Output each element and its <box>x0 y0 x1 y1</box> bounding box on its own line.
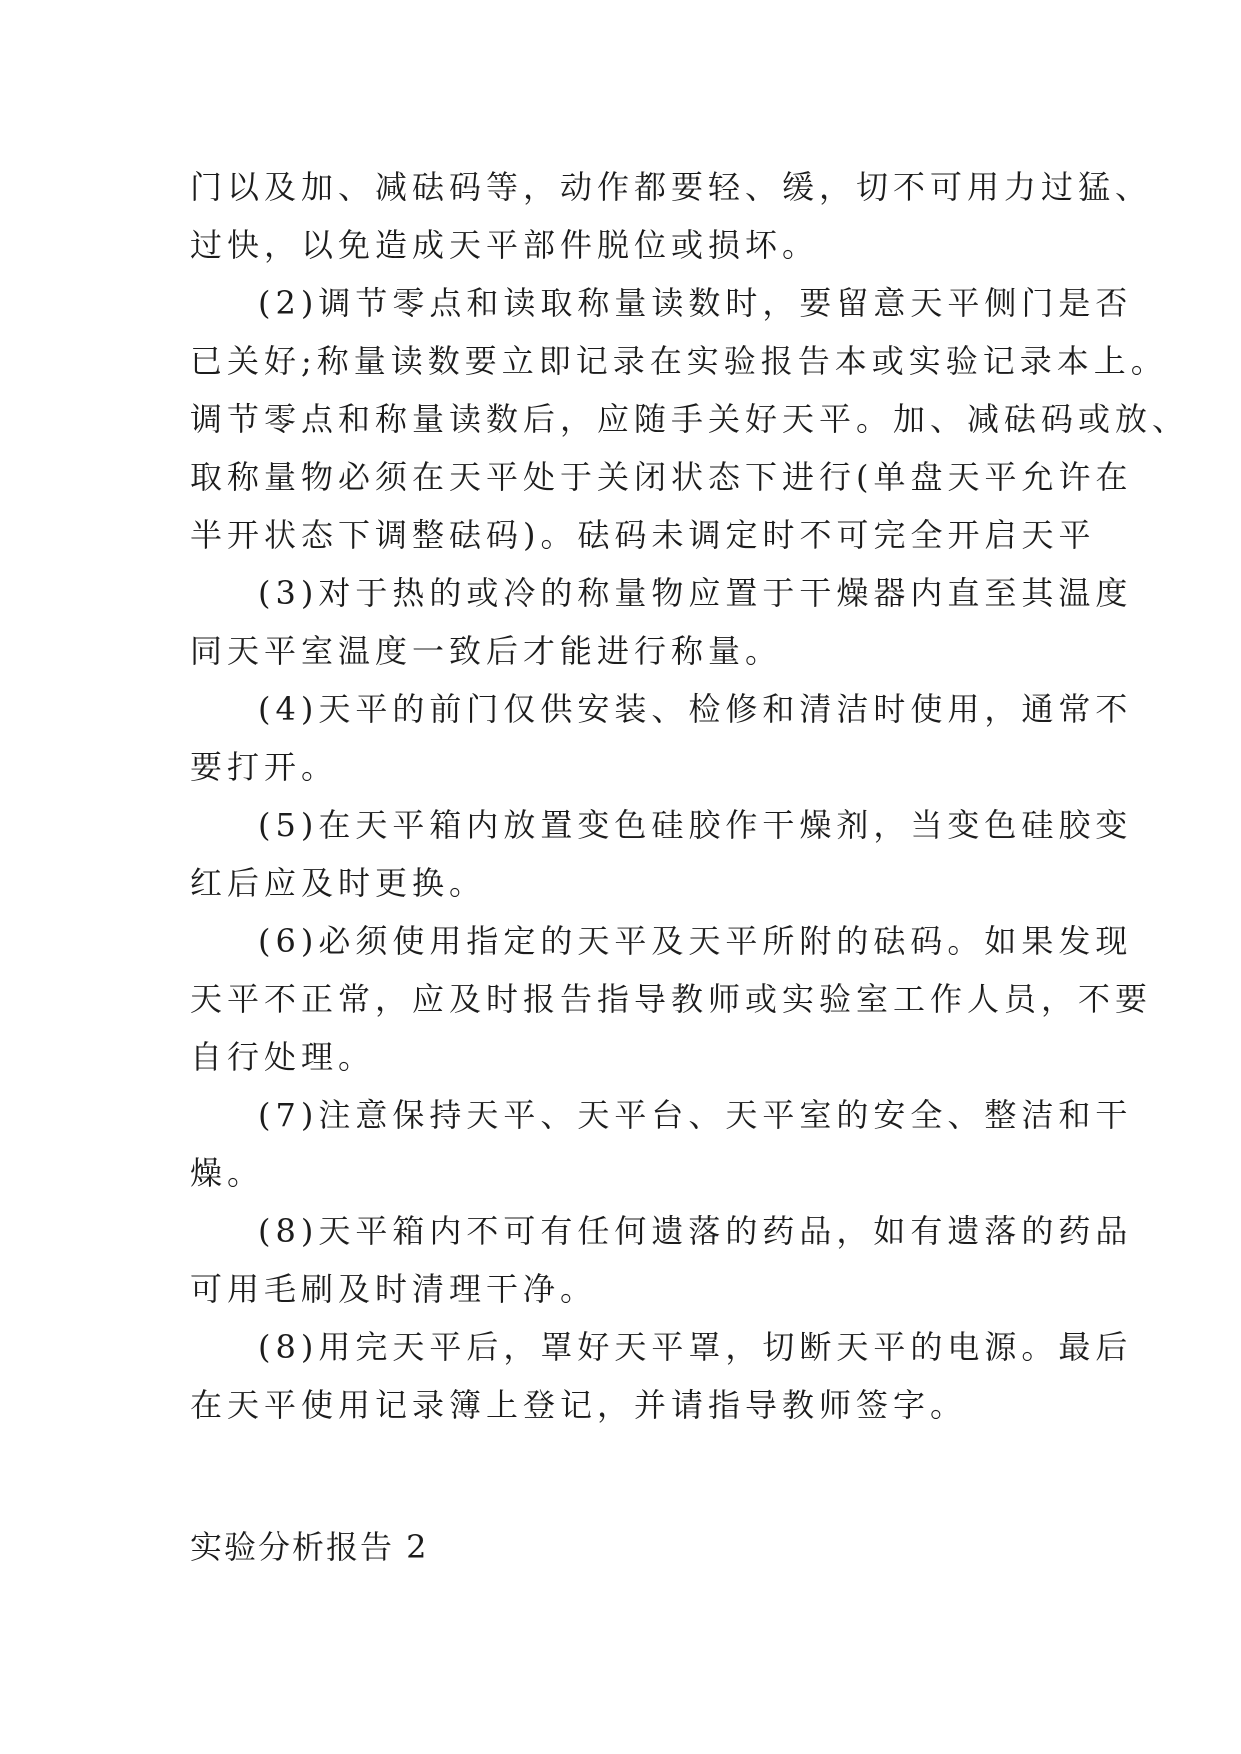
section-heading: 实验分析报告 2 <box>190 1528 429 1566</box>
document-page <box>190 158 1190 1576</box>
text-line: 天平不正常，应及时报告指导教师或实验室工作人员，不要 <box>190 980 1153 1018</box>
text-line: (3)对于热的或冷的称量物应置于干燥器内直至其温度 <box>258 574 1133 612</box>
text-line: (8)天平箱内不可有任何遗落的药品，如有遗落的药品 <box>258 1212 1133 1250</box>
text-line: 要打开。 <box>190 748 339 786</box>
text-line: (6)必须使用指定的天平及天平所附的砝码。如果发现 <box>258 922 1133 960</box>
text-line: 调节零点和称量读数后，应随手关好天平。加、减砝码或放、 <box>190 400 1190 438</box>
section-gap <box>190 1434 1070 1518</box>
text-line: 半开状态下调整砝码)。砝码未调定时不可完全开启天平 <box>190 516 1096 554</box>
text-line: 自行处理。 <box>190 1038 376 1076</box>
text-line: (7)注意保持天平、天平台、天平室的安全、整洁和干 <box>258 1096 1133 1134</box>
text-line: 已关好;称量读数要立即记录在实验报告本或实验记录本上。 <box>190 342 1168 380</box>
text-line: 燥。 <box>190 1154 265 1192</box>
text-line: 门以及加、减砝码等，动作都要轻、缓，切不可用力过猛、 <box>190 168 1153 206</box>
document-body <box>190 158 1190 1434</box>
text-line: (4)天平的前门仅供安装、检修和清洁时使用，通常不 <box>258 690 1133 728</box>
text-line: 同天平室温度一致后才能进行称量。 <box>190 632 783 670</box>
text-line: 可用毛刷及时清理干净。 <box>190 1270 598 1308</box>
text-line: 在天平使用记录簿上登记，并请指导教师签字。 <box>190 1386 968 1424</box>
text-line: (5)在天平箱内放置变色硅胶作干燥剂，当变色硅胶变 <box>258 806 1133 844</box>
text-line: 红后应及时更换。 <box>190 864 487 902</box>
text-line: (8)用完天平后，罩好天平罩，切断天平的电源。最后 <box>258 1328 1133 1366</box>
text-line: 过快，以免造成天平部件脱位或损坏。 <box>190 226 820 264</box>
text-line: (2)调节零点和读取称量读数时，要留意天平侧门是否 <box>258 284 1133 322</box>
text-line: 取称量物必须在天平处于关闭状态下进行(单盘天平允许在 <box>190 458 1133 496</box>
